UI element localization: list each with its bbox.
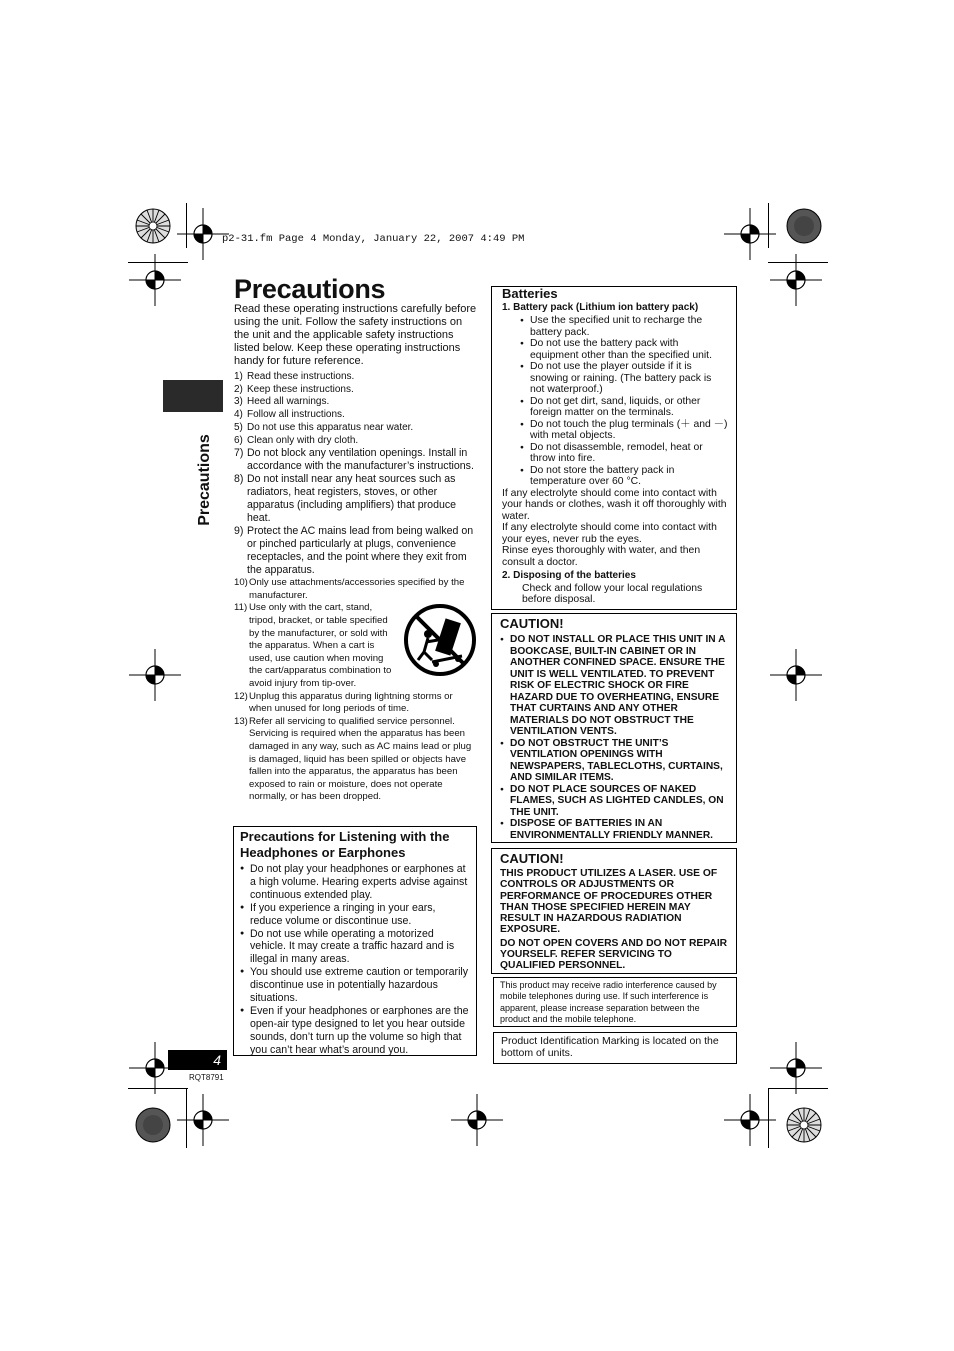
list-item: ● Do not use the battery pack with equipment other than the specified unit.: [520, 338, 728, 361]
product-identification-notice: Product Identification Marking is located on the bottom of units.: [493, 1032, 737, 1064]
list-item: ● Do not touch the plug terminals (＋ and －) with metal objects.: [520, 419, 728, 442]
cart-tip-over-warning-icon: [404, 604, 476, 676]
document-code: RQT8791: [189, 1073, 224, 1082]
list-item: ● DO NOT PLACE SOURCES OF NAKED FLAMES, SUCH AS LIGHTED CANDLES, ON THE UNIT.: [500, 784, 730, 819]
list-item: ● DO NOT INSTALL OR PLACE THIS UNIT IN A BOOKCASE, BUILT-IN CABINET OR IN ANOTHER CONFINED SPACE. ENSURE THE UNIT IS WELL VENTILATED. TO PREVENT RISK OF ELECTRIC SHOCK OR FIRE HAZARD DUE TO OVERHEATING, ENSURE THAT CURTAINS AND ANY OTHER MATERIALS DO NOT OBSTRUCT THE VENTILATION VENTS.: [500, 634, 730, 738]
caution-heading: CAUTION!: [500, 851, 564, 866]
disposing-subheading: 2. Disposing of the batteries: [502, 570, 636, 581]
batteries-heading: Batteries: [502, 286, 558, 301]
section-tab-marker: [163, 380, 223, 412]
caution-heading: CAUTION!: [500, 616, 564, 631]
list-item: 7) Do not block any ventilation openings. Install in accordance with the manufacturer’s instructions.: [234, 447, 474, 473]
list-item: 2) Keep these instructions.: [234, 383, 354, 395]
list-item: ● Do not get dirt, sand, liquids, or other foreign matter on the terminals.: [520, 396, 728, 419]
list-item: ● Do not use while operating a motorized vehicle. It may create a traffic hazard and is illegal in many areas.: [240, 928, 470, 967]
list-item: ● You should use extreme caution or temporarily discontinue use in potentially hazardous situations.: [240, 966, 470, 1005]
list-item: 3) Heed all warnings.: [234, 396, 330, 408]
headphones-list: [240, 863, 470, 1057]
list-item: 9) Protect the AC mains lead from being walked on or pinched particularly at plugs, convenience receptacles, and the point where they exit from the apparatus.: [234, 525, 474, 577]
list-item: 8) Do not install near any heat sources such as radiators, heat registers, stoves, or other apparatus (including amplifiers) that produce heat.: [234, 473, 457, 525]
side-section-label: Precautions: [196, 434, 213, 526]
list-item: 11) Use only with the cart, stand, tripod, bracket, or table specified by the manufacturer, or sold with the apparatus. When a cart is used, use caution when moving the cart/apparatus combination to avoid injury from tip-over.: [234, 602, 476, 690]
radio-interference-notice: This product may receive radio interference caused by mobile telephones during use. If such interference is apparent, please increase separation between the product and the mobile telephone.: [493, 977, 737, 1027]
electrolyte-eyes-text: If any electrolyte should come into contact with your eyes, never rub the eyes.: [502, 522, 717, 545]
safety-instructions-list: [234, 371, 476, 804]
list-item: ● If you experience a ringing in your ears, reduce volume or discontinue use.: [240, 902, 470, 928]
list-item: ● DO NOT OBSTRUCT THE UNIT’S VENTILATION OPENINGS WITH NEWSPAPERS, TABLECLOTHS, CURTAINS, AND SIMILAR ITEMS.: [500, 738, 730, 784]
caution-list: [500, 634, 730, 841]
caution-ventilation-box: [491, 613, 737, 843]
file-header-line: p2-31.fm Page 4 Monday, January 22, 2007 4:49 PM: [222, 233, 525, 245]
list-item: 10) Only use attachments/accessories specified by the manufacturer.: [234, 577, 465, 601]
headphones-heading: Precautions for Listening with the Headphones or Earphones: [240, 829, 450, 860]
list-item: 13) Refer all servicing to qualified service personnel. Servicing is required when the apparatus has been damaged in any way, such as AC mains lead or plug is damaged, liquid has been spilled or objects have fallen into the apparatus, the apparatus has been exposed to rain or moisture, does not operate normally, or has been dropped.: [234, 715, 472, 803]
list-item: 4) Follow all instructions.: [234, 409, 345, 421]
rinse-eyes-text: Rinse eyes thoroughly with water, and then consult a doctor.: [502, 545, 701, 568]
list-item: ● Do not play your headphones or earphones at a high volume. Hearing experts advise against continuous extended play.: [240, 863, 470, 902]
page-number-tab: [168, 1050, 227, 1070]
servicing-warning-text: DO NOT OPEN COVERS AND DO NOT REPAIR YOURSELF. REFER SERVICING TO QUALIFIED PERSONNEL.: [500, 937, 728, 972]
disposing-text: Check and follow your local regulations before disposal.: [522, 582, 703, 605]
list-item: 6) Clean only with dry cloth.: [234, 434, 359, 446]
caution-laser-box: [491, 848, 737, 974]
battery-pack-subheading: 1. Battery pack (Lithium ion battery pack): [502, 301, 699, 313]
electrolyte-hands-text: If any electrolyte should come into contact with your hands or clothes, wash it off thoroughly with water.: [502, 487, 727, 522]
laser-warning-text: THIS PRODUCT UTILIZES A LASER. USE OF CONTROLS OR ADJUSTMENTS OR PERFORMANCE OF PROCEDURES OTHER THAN THOSE SPECIFIED HEREIN MAY RESULT IN HAZARDOUS RADIATION EXPOSURE.: [500, 868, 718, 936]
list-item: 5) Do not use this apparatus near water.: [234, 421, 414, 433]
list-item: 1) Read these instructions.: [234, 371, 355, 382]
battery-pack-list: [502, 315, 728, 488]
page-title: Precautions: [234, 274, 386, 304]
list-item: 12) Unplug this apparatus during lightning storms or when unused for long periods of time.: [234, 690, 453, 715]
intro-paragraph: Read these operating instructions carefully before using the unit. Follow the safety instructions on the unit and the applicable safety instructions listed below. Keep these operating instructions handy for future reference.: [234, 303, 477, 367]
list-item: ● Do not disassemble, remodel, heat or throw into fire.: [520, 442, 728, 465]
list-item: ● Do not store the battery pack in temperature over 60 °C.: [520, 465, 728, 488]
headphones-precautions-box: [233, 826, 477, 1056]
batteries-box: [491, 286, 737, 610]
list-item: ● DISPOSE OF BATTERIES IN AN ENVIRONMENTALLY FRIENDLY MANNER.: [500, 818, 730, 841]
list-item: ● Do not use the player outside if it is snowing or raining. (The battery pack is not waterproof.): [520, 361, 728, 396]
list-item: ● Even if your headphones or earphones are the open-air type designed to let you hear outside sounds, don’t turn up the volume so high that you can’t hear what’s around you.: [240, 1005, 470, 1057]
list-item: ● Use the specified unit to recharge the battery pack.: [520, 315, 728, 338]
page-number: 4: [213, 1052, 221, 1068]
